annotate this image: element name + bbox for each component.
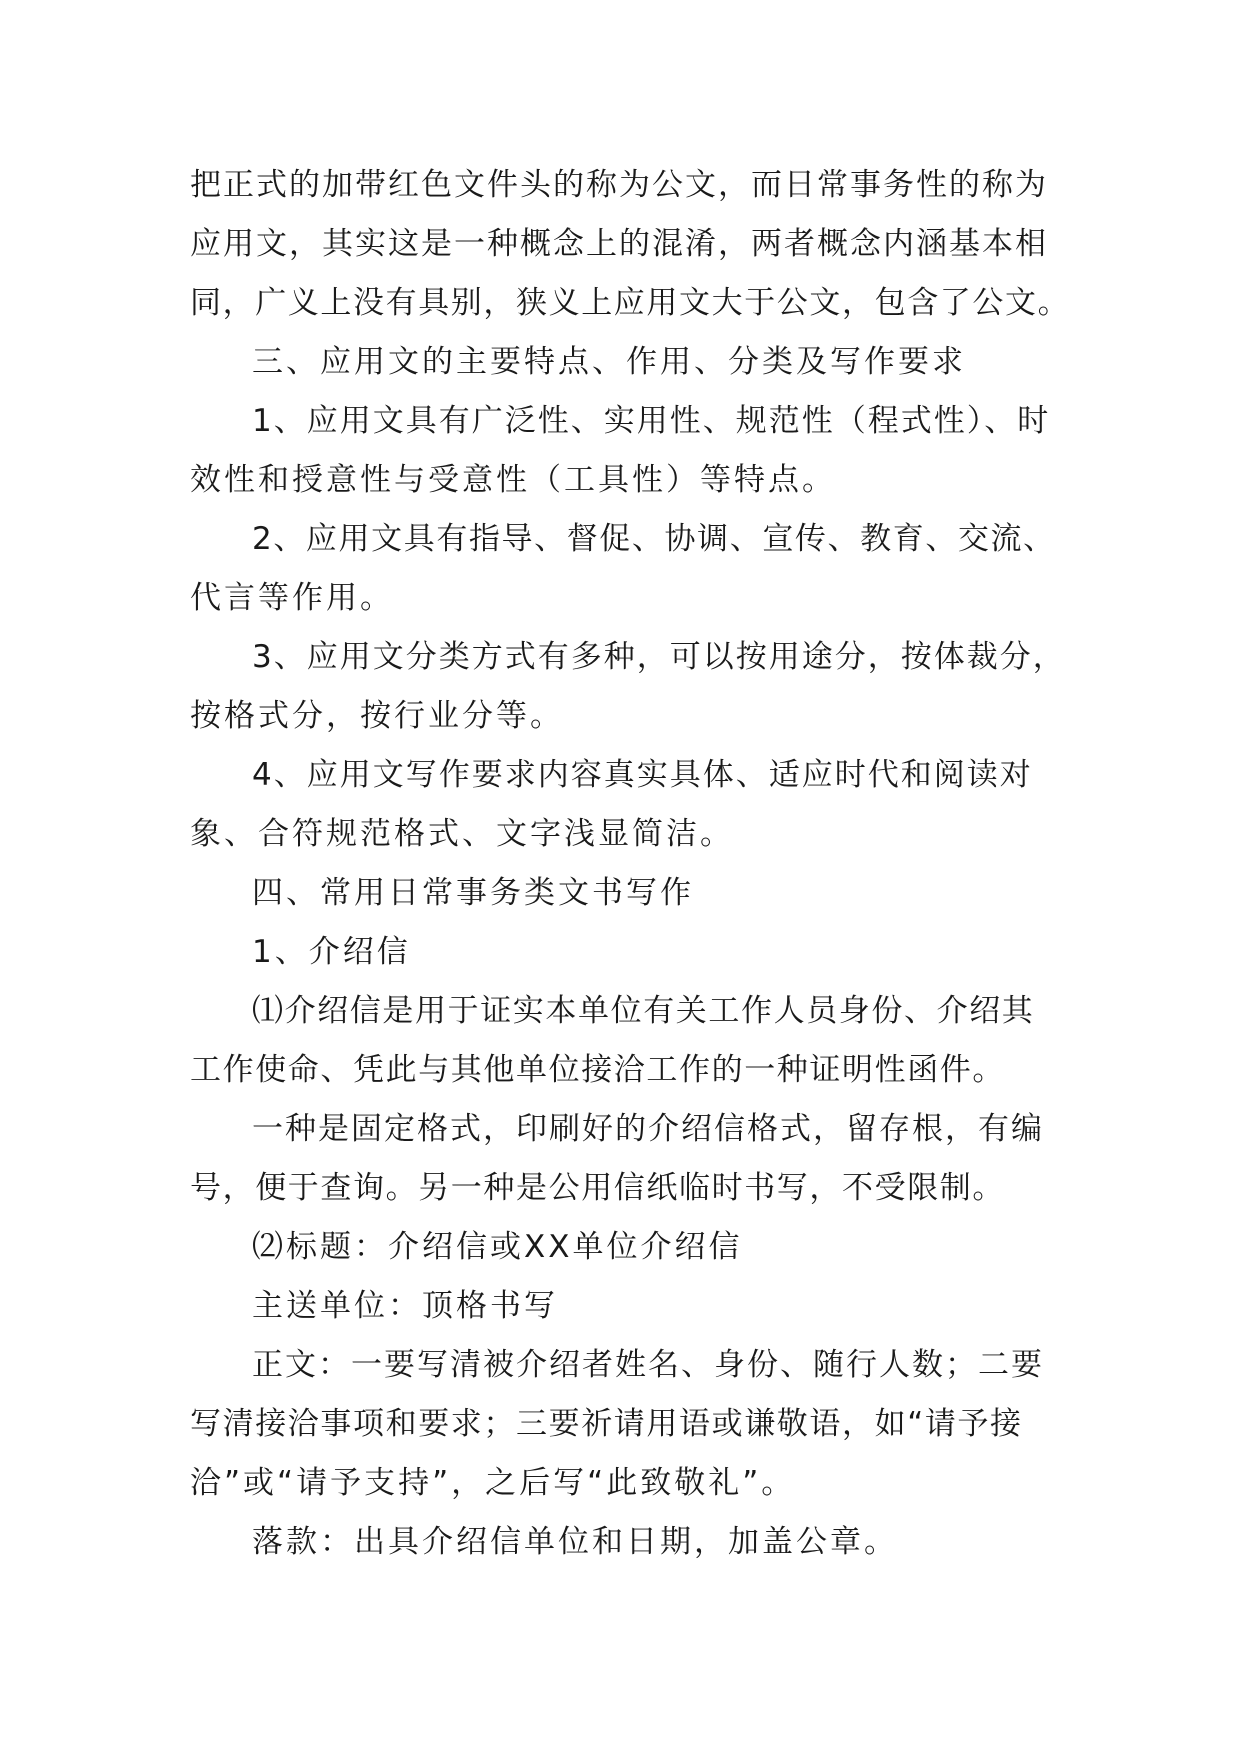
text-line: 代言等作用。	[190, 580, 394, 616]
text-line: 2、应用文具有指导、督促、协调、宣传、教育、交流、	[252, 521, 1056, 557]
text-line: 象、合符规范格式、文字浅显简洁。	[190, 816, 734, 852]
section-heading: 三、应用文的主要特点、作用、分类及写作要求	[252, 344, 966, 380]
text-line: 正文：一要写清被介绍者姓名、身份、随行人数；二要	[252, 1347, 1044, 1383]
text-line: 主送单位：顶格书写	[252, 1288, 558, 1324]
text-line: 一种是固定格式，印刷好的介绍信格式，留存根，有编	[252, 1111, 1044, 1147]
text-line: 写清接洽事项和要求；三要祈请用语或谦敬语，如“请予接	[190, 1406, 1023, 1442]
text-line: 应用文，其实这是一种概念上的混淆，两者概念内涵基本相	[190, 226, 1048, 262]
text-line: ⑴介绍信是用于证实本单位有关工作人员身份、介绍其	[252, 993, 1035, 1029]
text-line: 效性和授意性与受意性（工具性）等特点。	[190, 462, 836, 498]
text-line: 号，便于查询。另一种是公用信纸临时书写，不受限制。	[190, 1170, 1005, 1206]
section-heading: 四、常用日常事务类文书写作	[252, 875, 694, 911]
text-line: 落款：出具介绍信单位和日期，加盖公章。	[252, 1524, 898, 1560]
text-line: 4、应用文写作要求内容真实具体、适应时代和阅读对	[252, 757, 1033, 793]
text-line: 洽”或“请予支持”，之后写“此致敬礼”。	[190, 1465, 796, 1501]
subsection-heading: 1、介绍信	[252, 934, 411, 970]
text-line: 同，广义上没有具别，狭义上应用文大于公文，包含了公文。	[190, 285, 1071, 321]
text-line: 工作使命、凭此与其他单位接洽工作的一种证明性函件。	[190, 1052, 1005, 1088]
text-line: 按格式分，按行业分等。	[190, 698, 564, 734]
text-line: 3、应用文分类方式有多种，可以按用途分，按体裁分，	[252, 639, 1066, 675]
text-line: ⑵标题：介绍信或XX单位介绍信	[252, 1229, 743, 1265]
text-line: 1、应用文具有广泛性、实用性、规范性（程式性）、时	[252, 403, 1051, 439]
text-line: 把正式的加带红色文件头的称为公文，而日常事务性的称为	[190, 167, 1048, 203]
